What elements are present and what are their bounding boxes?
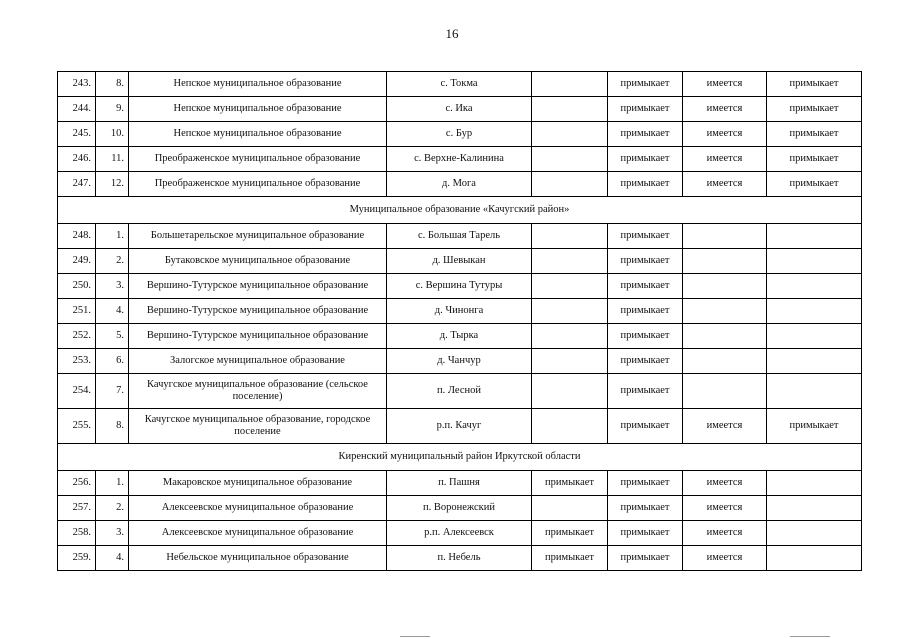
status-cell-2: примыкает <box>608 496 683 521</box>
table-row <box>58 72 862 97</box>
row-sub-index: 11. <box>96 147 129 172</box>
municipality-name: Небельское муниципальное образование <box>129 546 387 571</box>
municipality-name: Непское муниципальное образование <box>129 72 387 97</box>
section-title: Муниципальное образование «Качугский район» <box>58 197 862 224</box>
municipality-name: Алексеевское муниципальное образование <box>129 496 387 521</box>
municipality-name: Макаровское муниципальное образование <box>129 471 387 496</box>
row-index: 253. <box>58 349 96 374</box>
status-cell-3: имеется <box>683 147 767 172</box>
status-cell-2: примыкает <box>608 324 683 349</box>
settlement-name: п. Пашня <box>387 471 532 496</box>
status-cell-2: примыкает <box>608 147 683 172</box>
status-cell-4: примыкает <box>767 122 862 147</box>
status-cell-4 <box>767 324 862 349</box>
status-cell-4 <box>767 249 862 274</box>
status-cell-2: примыкает <box>608 122 683 147</box>
scan-artifact <box>790 636 830 637</box>
status-cell-3: имеется <box>683 97 767 122</box>
status-cell-2: примыкает <box>608 349 683 374</box>
settlement-name: р.п. Качуг <box>387 409 532 444</box>
row-sub-index: 8. <box>96 409 129 444</box>
settlement-name: с. Верхне-Калинина <box>387 147 532 172</box>
table-row <box>58 249 862 274</box>
row-sub-index: 9. <box>96 97 129 122</box>
status-cell-3 <box>683 374 767 409</box>
status-cell-3 <box>683 249 767 274</box>
table-row <box>58 521 862 546</box>
municipality-name: Непское муниципальное образование <box>129 122 387 147</box>
status-cell-1 <box>532 274 608 299</box>
row-sub-index: 5. <box>96 324 129 349</box>
status-cell-1 <box>532 349 608 374</box>
table-row <box>58 172 862 197</box>
status-cell-3 <box>683 349 767 374</box>
row-sub-index: 1. <box>96 471 129 496</box>
settlement-name: п. Небель <box>387 546 532 571</box>
municipality-name: Преображенское муниципальное образование <box>129 147 387 172</box>
municipality-name: Большетарельское муниципальное образование <box>129 224 387 249</box>
table-row <box>58 349 862 374</box>
row-index: 245. <box>58 122 96 147</box>
table-row <box>58 274 862 299</box>
municipality-name: Вершино-Тутурское муниципальное образование <box>129 299 387 324</box>
municipality-name: Качугское муниципальное образование, городское поселение <box>129 409 387 444</box>
row-index: 259. <box>58 546 96 571</box>
section-title: Киренский муниципальный район Иркутской области <box>58 444 862 471</box>
table-row <box>58 122 862 147</box>
municipality-name: Бутаковское муниципальное образование <box>129 249 387 274</box>
row-sub-index: 2. <box>96 249 129 274</box>
status-cell-2: примыкает <box>608 374 683 409</box>
section-header-row <box>58 197 862 224</box>
row-sub-index: 3. <box>96 521 129 546</box>
row-sub-index: 8. <box>96 72 129 97</box>
settlement-name: п. Воронежский <box>387 496 532 521</box>
status-cell-1 <box>532 122 608 147</box>
status-cell-4 <box>767 496 862 521</box>
settlement-name: с. Токма <box>387 72 532 97</box>
status-cell-4 <box>767 349 862 374</box>
status-cell-1 <box>532 97 608 122</box>
status-cell-3: имеется <box>683 546 767 571</box>
status-cell-4 <box>767 546 862 571</box>
row-index: 254. <box>58 374 96 409</box>
row-index: 246. <box>58 147 96 172</box>
status-cell-1 <box>532 224 608 249</box>
status-cell-3: имеется <box>683 122 767 147</box>
status-cell-3: имеется <box>683 409 767 444</box>
settlement-name: д. Тырка <box>387 324 532 349</box>
row-index: 255. <box>58 409 96 444</box>
row-index: 256. <box>58 471 96 496</box>
status-cell-3: имеется <box>683 172 767 197</box>
status-cell-2: примыкает <box>608 97 683 122</box>
row-index: 250. <box>58 274 96 299</box>
status-cell-2: примыкает <box>608 471 683 496</box>
status-cell-2: примыкает <box>608 299 683 324</box>
municipality-name: Качугское муниципальное образование (сельское поселение) <box>129 374 387 409</box>
status-cell-2: примыкает <box>608 72 683 97</box>
status-cell-1 <box>532 374 608 409</box>
status-cell-2: примыкает <box>608 249 683 274</box>
municipality-name: Вершино-Тутурское муниципальное образование <box>129 324 387 349</box>
municipality-name: Вершино-Тутурское муниципальное образование <box>129 274 387 299</box>
settlement-name: р.п. Алексеевск <box>387 521 532 546</box>
municipality-name: Преображенское муниципальное образование <box>129 172 387 197</box>
status-cell-4: примыкает <box>767 172 862 197</box>
row-index: 248. <box>58 224 96 249</box>
settlement-name: д. Чинонга <box>387 299 532 324</box>
settlement-table <box>57 71 862 571</box>
settlement-name: с. Большая Тарель <box>387 224 532 249</box>
status-cell-1 <box>532 72 608 97</box>
table-row <box>58 97 862 122</box>
page-number: 16 <box>445 26 459 41</box>
settlement-name: с. Вершина Тутуры <box>387 274 532 299</box>
status-cell-4 <box>767 374 862 409</box>
status-cell-1 <box>532 299 608 324</box>
table-row <box>58 374 862 409</box>
row-index: 247. <box>58 172 96 197</box>
status-cell-1 <box>532 496 608 521</box>
status-cell-1: примыкает <box>532 471 608 496</box>
settlement-name: с. Ика <box>387 97 532 122</box>
status-cell-3 <box>683 299 767 324</box>
status-cell-4: примыкает <box>767 147 862 172</box>
status-cell-3 <box>683 274 767 299</box>
row-sub-index: 10. <box>96 122 129 147</box>
status-cell-1: примыкает <box>532 546 608 571</box>
status-cell-4 <box>767 471 862 496</box>
status-cell-4 <box>767 274 862 299</box>
table-row <box>58 546 862 571</box>
scan-artifact <box>400 636 430 637</box>
table-row <box>58 324 862 349</box>
settlement-name: п. Лесной <box>387 374 532 409</box>
status-cell-1: примыкает <box>532 521 608 546</box>
row-sub-index: 4. <box>96 299 129 324</box>
row-index: 257. <box>58 496 96 521</box>
status-cell-4: примыкает <box>767 97 862 122</box>
row-sub-index: 12. <box>96 172 129 197</box>
row-sub-index: 2. <box>96 496 129 521</box>
status-cell-2: примыкает <box>608 521 683 546</box>
table-body <box>58 72 862 571</box>
settlement-name: д. Чанчур <box>387 349 532 374</box>
table-row <box>58 224 862 249</box>
table-row <box>58 147 862 172</box>
status-cell-3 <box>683 224 767 249</box>
municipality-name: Залогское муниципальное образование <box>129 349 387 374</box>
status-cell-3: имеется <box>683 496 767 521</box>
table-row <box>58 409 862 444</box>
status-cell-2: примыкает <box>608 409 683 444</box>
settlement-name: д. Мога <box>387 172 532 197</box>
status-cell-3: имеется <box>683 521 767 546</box>
status-cell-4 <box>767 299 862 324</box>
row-index: 252. <box>58 324 96 349</box>
settlement-name: д. Шевыкан <box>387 249 532 274</box>
status-cell-1 <box>532 409 608 444</box>
row-sub-index: 6. <box>96 349 129 374</box>
status-cell-2: примыкает <box>608 546 683 571</box>
row-index: 244. <box>58 97 96 122</box>
settlement-name: с. Бур <box>387 122 532 147</box>
row-sub-index: 4. <box>96 546 129 571</box>
status-cell-2: примыкает <box>608 224 683 249</box>
status-cell-4 <box>767 224 862 249</box>
row-index: 251. <box>58 299 96 324</box>
status-cell-4 <box>767 521 862 546</box>
status-cell-2: примыкает <box>608 172 683 197</box>
status-cell-4: примыкает <box>767 409 862 444</box>
municipality-name: Алексеевское муниципальное образование <box>129 521 387 546</box>
status-cell-1 <box>532 324 608 349</box>
row-sub-index: 3. <box>96 274 129 299</box>
status-cell-1 <box>532 249 608 274</box>
table-row <box>58 496 862 521</box>
status-cell-1 <box>532 172 608 197</box>
status-cell-4: примыкает <box>767 72 862 97</box>
row-index: 258. <box>58 521 96 546</box>
row-sub-index: 7. <box>96 374 129 409</box>
status-cell-3: имеется <box>683 471 767 496</box>
row-index: 249. <box>58 249 96 274</box>
row-index: 243. <box>58 72 96 97</box>
row-sub-index: 1. <box>96 224 129 249</box>
section-header-row <box>58 444 862 471</box>
table-row <box>58 299 862 324</box>
table-row <box>58 471 862 496</box>
status-cell-3: имеется <box>683 72 767 97</box>
status-cell-3 <box>683 324 767 349</box>
status-cell-1 <box>532 147 608 172</box>
status-cell-2: примыкает <box>608 274 683 299</box>
municipality-name: Непское муниципальное образование <box>129 97 387 122</box>
